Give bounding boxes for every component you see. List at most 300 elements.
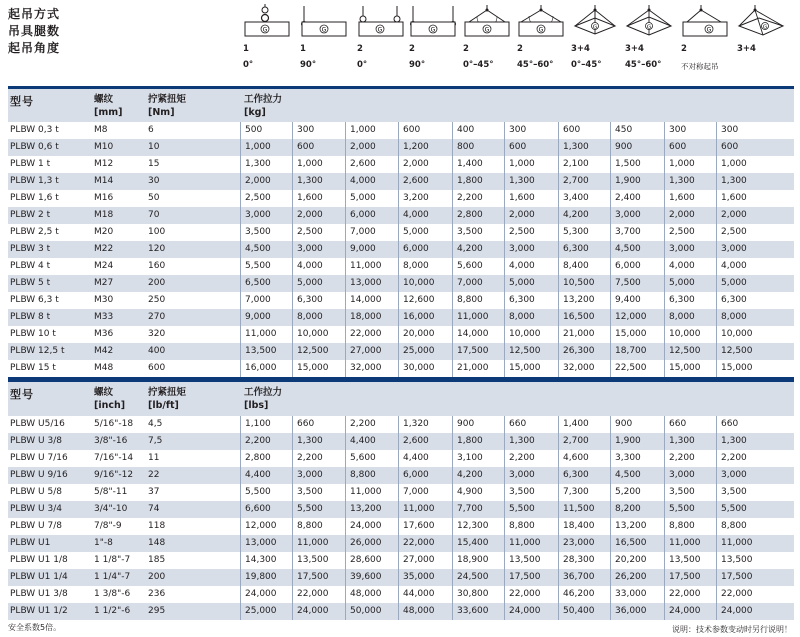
two-leg-angled-60-icon <box>517 4 569 44</box>
wll-cell: 44,000 <box>398 586 457 603</box>
wll-cell: 50,400 <box>558 603 615 620</box>
wll-cell: 2,700 <box>558 173 615 190</box>
wll-cell: 2,500 <box>664 224 721 241</box>
svg-text:G: G <box>706 26 712 34</box>
wll-cell: 13,200 <box>558 292 615 309</box>
torque-cell: 200 <box>148 278 166 288</box>
wll-cell: 12,500 <box>664 343 721 360</box>
wll-cell: 4,400 <box>240 467 297 484</box>
wll-cell: 1,800 <box>452 433 509 450</box>
wll-cell: 21,000 <box>558 326 615 343</box>
wll-cell: 1,300 <box>292 433 350 450</box>
wll-cell: 800 <box>452 139 509 156</box>
wll-cell: 7,000 <box>452 275 509 292</box>
wll-cell: 15,000 <box>716 360 795 377</box>
wll-cell: 6,000 <box>610 258 669 275</box>
thread-cell: 5/8"-11 <box>94 487 128 497</box>
wll-cell: 600 <box>292 139 350 156</box>
table-row <box>8 484 794 502</box>
wll-cell: 22,500 <box>610 360 669 377</box>
multi-leg-45-icon <box>571 4 623 44</box>
wll-cell: 8,000 <box>664 309 721 326</box>
metric-thread-title: 螺纹 <box>94 94 114 105</box>
model-cell: PLBW U5/16 <box>10 419 65 429</box>
wll-cell: 6,300 <box>558 241 615 258</box>
wll-cell: 10,500 <box>558 275 615 292</box>
wll-cell: 27,000 <box>398 552 457 569</box>
table-row <box>8 275 794 293</box>
svg-text:G: G <box>377 26 383 34</box>
thread-cell: 7/8"-9 <box>94 521 122 531</box>
model-cell: PLBW 15 t <box>10 363 56 373</box>
wll-cell: 13,200 <box>610 518 669 535</box>
two-leg-vertical-icon <box>357 4 409 44</box>
wll-cell: 7,500 <box>610 275 669 292</box>
wll-cell: 16,000 <box>398 309 457 326</box>
thread-cell: 1 1/8"-7 <box>94 555 131 565</box>
wll-cell: 2,200 <box>240 433 297 450</box>
wll-cell: 600 <box>716 139 795 156</box>
thread-cell: 7/16"-14 <box>94 453 134 463</box>
wll-cell: 12,000 <box>610 309 669 326</box>
wll-cell: 26,200 <box>610 569 669 586</box>
wll-cell: 8,800 <box>345 467 403 484</box>
wll-cell: 1,300 <box>504 173 563 190</box>
lifting-method-label: 起吊方式 <box>8 7 61 21</box>
wll-cell: 5,200 <box>610 484 669 501</box>
torque-cell: 15 <box>148 159 160 169</box>
wll-cell: 4,200 <box>452 467 509 484</box>
wll-cell: 11,000 <box>716 535 795 552</box>
wll-cell: 600 <box>398 122 457 139</box>
wll-cell: 17,500 <box>716 569 795 586</box>
torque-cell: 100 <box>148 227 166 237</box>
wll-cell: 4,000 <box>664 258 721 275</box>
lifting-header-labels <box>8 6 128 57</box>
table-row <box>8 535 794 553</box>
leg-count-label: 吊具腿数 <box>8 24 61 38</box>
mode-3-legs: 2 <box>357 44 363 54</box>
thread-cell: M33 <box>94 312 114 322</box>
wll-cell: 2,600 <box>398 173 457 190</box>
table-row <box>8 190 794 208</box>
table-row <box>8 241 794 259</box>
mode-2-angle: 90° <box>300 60 317 70</box>
wll-cell: 660 <box>504 416 563 433</box>
imperial-wll-header <box>244 386 282 412</box>
wll-cell: 6,300 <box>716 292 795 309</box>
wll-cell: 7,700 <box>452 501 509 518</box>
wll-cell: 21,000 <box>452 360 509 377</box>
asymmetric-multi-leg-icon <box>737 4 789 44</box>
two-leg-side-icon <box>409 4 461 44</box>
torque-cell: 600 <box>148 363 166 373</box>
table-row <box>8 173 794 191</box>
wll-cell: 4,500 <box>610 241 669 258</box>
wll-cell: 5,500 <box>504 501 563 518</box>
wll-cell: 18,700 <box>610 343 669 360</box>
wll-cell: 1,100 <box>240 416 297 433</box>
mode-5-legs: 2 <box>463 44 469 54</box>
wll-cell: 8,000 <box>504 309 563 326</box>
svg-text:G: G <box>538 26 544 34</box>
wll-cell: 2,200 <box>504 450 563 467</box>
torque-cell: 6 <box>148 125 154 135</box>
wll-cell: 11,000 <box>398 501 457 518</box>
torque-cell: 250 <box>148 295 166 305</box>
thread-cell: M10 <box>94 142 114 152</box>
wll-cell: 3,000 <box>292 467 350 484</box>
wll-cell: 19,800 <box>240 569 297 586</box>
wll-cell: 400 <box>452 122 509 139</box>
mode-9-legs: 2 <box>681 44 687 54</box>
metric-torque-title: 拧紧扭矩 <box>148 94 187 105</box>
torque-cell: 295 <box>148 606 166 616</box>
wll-cell: 36,000 <box>610 603 669 620</box>
imperial-thread-header <box>94 386 125 412</box>
torque-cell: 185 <box>148 555 166 565</box>
metric-model-header: 型号 <box>10 95 34 108</box>
metric-header <box>8 89 794 122</box>
model-cell: PLBW 1 t <box>10 159 51 169</box>
wll-cell: 2,600 <box>398 433 457 450</box>
imperial-wll-title: 工作拉力 <box>244 387 283 398</box>
mode-8-legs: 3+4 <box>625 44 644 54</box>
model-cell: PLBW 10 t <box>10 329 56 339</box>
wll-cell: 1,000 <box>504 156 563 173</box>
wll-cell: 1,000 <box>345 122 403 139</box>
wll-cell: 20,200 <box>610 552 669 569</box>
imperial-thread-title: 螺纹 <box>94 387 114 398</box>
wll-cell: 12,600 <box>398 292 457 309</box>
wll-cell: 3,500 <box>240 224 297 241</box>
wll-cell: 2,200 <box>452 190 509 207</box>
wll-cell: 48,000 <box>398 603 457 620</box>
torque-cell: 320 <box>148 329 166 339</box>
wll-cell: 24,000 <box>664 603 721 620</box>
torque-cell: 4,5 <box>148 419 163 429</box>
wll-cell: 18,400 <box>558 518 615 535</box>
wll-cell: 5,500 <box>664 501 721 518</box>
mode-5-angle: 0°–45° <box>463 60 494 70</box>
wll-cell: 1,000 <box>292 156 350 173</box>
wll-cell: 1,300 <box>664 173 721 190</box>
wll-cell: 25,000 <box>398 343 457 360</box>
thread-cell: 1"-8 <box>94 538 113 548</box>
wll-cell: 4,000 <box>345 173 403 190</box>
wll-cell: 3,000 <box>664 467 721 484</box>
torque-cell: 270 <box>148 312 166 322</box>
mode-7 <box>571 4 623 82</box>
wll-cell: 1,300 <box>504 433 563 450</box>
wll-cell: 1,300 <box>558 139 615 156</box>
metric-wll-title: 工作拉力 <box>244 94 283 105</box>
wll-cell: 660 <box>664 416 721 433</box>
table-row <box>8 467 794 485</box>
table-row <box>8 586 794 604</box>
wll-cell: 8,400 <box>558 258 615 275</box>
wll-cell: 4,400 <box>398 450 457 467</box>
thread-cell: 3/4"-10 <box>94 504 128 514</box>
wll-cell: 30,800 <box>452 586 509 603</box>
table-row <box>8 139 794 157</box>
model-cell: PLBW U1 <box>10 538 51 548</box>
wll-cell: 300 <box>504 122 563 139</box>
wll-cell: 6,300 <box>504 292 563 309</box>
model-cell: PLBW 1,3 t <box>10 176 59 186</box>
mode-3-angle: 0° <box>357 60 368 70</box>
wll-cell: 39,600 <box>345 569 403 586</box>
table-row <box>8 552 794 570</box>
torque-cell: 30 <box>148 176 160 186</box>
mode-8 <box>625 4 677 82</box>
wll-cell: 13,500 <box>664 552 721 569</box>
wll-cell: 15,400 <box>452 535 509 552</box>
svg-text:G: G <box>484 26 490 34</box>
wll-cell: 3,200 <box>398 190 457 207</box>
table-row <box>8 343 794 361</box>
wll-cell: 25,000 <box>240 603 297 620</box>
torque-cell: 22 <box>148 470 160 480</box>
model-cell: PLBW U 7/8 <box>10 521 62 531</box>
model-cell: PLBW 0,3 t <box>10 125 59 135</box>
wll-cell: 11,000 <box>240 326 297 343</box>
torque-cell: 11 <box>148 453 160 463</box>
wll-cell: 2,000 <box>240 173 297 190</box>
svg-text:G: G <box>762 24 768 31</box>
multi-leg-60-icon <box>625 4 677 44</box>
thread-cell: M18 <box>94 210 114 220</box>
wll-cell: 30,000 <box>398 360 457 377</box>
wll-cell: 3,000 <box>504 241 563 258</box>
metric-thread-unit: [mm] <box>94 107 123 118</box>
wll-cell: 900 <box>610 139 669 156</box>
wll-cell: 2,100 <box>558 156 615 173</box>
wll-cell: 24,000 <box>240 586 297 603</box>
svg-text:G: G <box>321 26 327 34</box>
wll-cell: 8,800 <box>716 518 795 535</box>
wll-cell: 2,200 <box>716 450 795 467</box>
wll-cell: 1,900 <box>610 173 669 190</box>
wll-cell: 23,000 <box>558 535 615 552</box>
wll-cell: 2,000 <box>664 207 721 224</box>
wll-cell: 3,500 <box>292 484 350 501</box>
wll-cell: 15,000 <box>664 360 721 377</box>
wll-cell: 5,500 <box>716 501 795 518</box>
wll-cell: 16,500 <box>558 309 615 326</box>
wll-cell: 3,700 <box>610 224 669 241</box>
table-row <box>8 224 794 242</box>
asymmetric-lift-label: 不对称起吊 <box>681 62 719 71</box>
wll-cell: 8,000 <box>292 309 350 326</box>
wll-cell: 4,200 <box>452 241 509 258</box>
model-cell: PLBW 2,5 t <box>10 227 59 237</box>
wll-cell: 5,500 <box>240 484 297 501</box>
wll-cell: 9,000 <box>345 241 403 258</box>
model-cell: PLBW U1 1/4 <box>10 572 68 582</box>
wll-cell: 18,000 <box>345 309 403 326</box>
wll-cell: 32,000 <box>345 360 403 377</box>
wll-cell: 1,320 <box>398 416 457 433</box>
wll-cell: 13,500 <box>292 552 350 569</box>
asymmetric-two-leg-icon <box>681 4 733 44</box>
model-cell: PLBW U1 1/8 <box>10 555 68 565</box>
wll-cell: 3,300 <box>610 450 669 467</box>
mode-9 <box>681 4 733 82</box>
wll-cell: 12,500 <box>292 343 350 360</box>
wll-cell: 2,200 <box>664 450 721 467</box>
thread-cell: 1 3/8"-6 <box>94 589 131 599</box>
mode-2-legs: 1 <box>300 44 306 54</box>
wll-cell: 300 <box>716 122 795 139</box>
wll-cell: 3,000 <box>716 467 795 484</box>
model-cell: PLBW U 7/16 <box>10 453 68 463</box>
wll-cell: 16,000 <box>240 360 297 377</box>
mode-6-angle: 45°–60° <box>517 60 554 70</box>
wll-cell: 32,000 <box>558 360 615 377</box>
wll-cell: 660 <box>716 416 795 433</box>
table-row <box>8 518 794 536</box>
wll-cell: 1,300 <box>716 433 795 450</box>
wll-cell: 3,500 <box>716 484 795 501</box>
wll-cell: 2,200 <box>292 450 350 467</box>
wll-cell: 6,500 <box>240 275 297 292</box>
table-row <box>8 156 794 174</box>
wll-cell: 33,600 <box>452 603 509 620</box>
torque-cell: 74 <box>148 504 160 514</box>
wll-cell: 3,000 <box>292 241 350 258</box>
mode-7-angle: 0°–45° <box>571 60 602 70</box>
wll-cell: 17,600 <box>398 518 457 535</box>
two-leg-angled-45-icon <box>463 4 515 44</box>
metric-torque-unit: [Nm] <box>148 107 175 118</box>
wll-cell: 10,000 <box>292 326 350 343</box>
single-leg-side-icon <box>300 4 352 44</box>
torque-cell: 236 <box>148 589 166 599</box>
wll-cell: 500 <box>240 122 297 139</box>
wll-cell: 36,700 <box>558 569 615 586</box>
model-cell: PLBW 2 t <box>10 210 51 220</box>
wll-cell: 5,000 <box>716 275 795 292</box>
wll-cell: 12,500 <box>716 343 795 360</box>
wll-cell: 6,300 <box>664 292 721 309</box>
wll-cell: 17,500 <box>292 569 350 586</box>
wll-cell: 50,000 <box>345 603 403 620</box>
torque-cell: 50 <box>148 193 160 203</box>
torque-cell: 10 <box>148 142 160 152</box>
wll-cell: 10,000 <box>716 326 795 343</box>
mode-10 <box>737 4 789 82</box>
wll-cell: 2,500 <box>504 224 563 241</box>
mode-3 <box>357 4 409 82</box>
wll-cell: 3,000 <box>610 207 669 224</box>
thread-cell: M27 <box>94 278 114 288</box>
wll-cell: 3,000 <box>240 207 297 224</box>
wll-cell: 12,000 <box>240 518 297 535</box>
wll-cell: 9,000 <box>240 309 297 326</box>
wll-cell: 8,000 <box>716 309 795 326</box>
table-row <box>8 501 794 519</box>
wll-cell: 5,000 <box>292 275 350 292</box>
table-row <box>8 207 794 225</box>
wll-cell: 48,000 <box>345 586 403 603</box>
thread-cell: M8 <box>94 125 108 135</box>
wll-cell: 1,600 <box>716 190 795 207</box>
table-row <box>8 258 794 276</box>
wll-cell: 1,800 <box>452 173 509 190</box>
mode-2 <box>300 4 352 82</box>
mode-4 <box>409 4 461 82</box>
wll-cell: 24,500 <box>452 569 509 586</box>
wll-cell: 10,000 <box>398 275 457 292</box>
wll-cell: 2,200 <box>345 416 403 433</box>
torque-cell: 118 <box>148 521 166 531</box>
wll-cell: 8,800 <box>292 518 350 535</box>
wll-cell: 1,400 <box>452 156 509 173</box>
table-row <box>8 433 794 451</box>
thread-cell: 3/8"-16 <box>94 436 128 446</box>
wll-cell: 2,000 <box>292 207 350 224</box>
wll-cell: 3,100 <box>452 450 509 467</box>
wll-cell: 6,300 <box>558 467 615 484</box>
table-row <box>8 360 794 378</box>
svg-text:G: G <box>430 26 436 34</box>
wll-cell: 1,600 <box>504 190 563 207</box>
wll-cell: 24,000 <box>716 603 795 620</box>
wll-cell: 5,000 <box>504 275 563 292</box>
mode-1-legs: 1 <box>243 44 249 54</box>
wll-cell: 4,000 <box>398 207 457 224</box>
wll-cell: 17,500 <box>664 569 721 586</box>
thread-cell: M42 <box>94 346 114 356</box>
thread-cell: M24 <box>94 261 114 271</box>
wll-cell: 24,000 <box>345 518 403 535</box>
wll-cell: 4,000 <box>504 258 563 275</box>
wll-cell: 3,000 <box>716 241 795 258</box>
wll-cell: 11,500 <box>558 501 615 518</box>
model-cell: PLBW 5 t <box>10 278 51 288</box>
table-row <box>8 569 794 587</box>
torque-cell: 70 <box>148 210 160 220</box>
wll-cell: 900 <box>610 416 669 433</box>
wll-cell: 16,500 <box>610 535 669 552</box>
wll-cell: 5,000 <box>398 224 457 241</box>
wll-cell: 6,000 <box>398 467 457 484</box>
mode-5 <box>463 4 515 82</box>
table-row <box>8 309 794 327</box>
wll-cell: 3,500 <box>664 484 721 501</box>
wll-cell: 1,000 <box>664 156 721 173</box>
metric-torque-header <box>148 93 186 119</box>
wll-cell: 13,000 <box>240 535 297 552</box>
wll-cell: 22,000 <box>345 326 403 343</box>
table-row <box>8 326 794 344</box>
wll-cell: 22,000 <box>398 535 457 552</box>
wll-cell: 22,000 <box>716 586 795 603</box>
thread-cell: 5/16"-18 <box>94 419 134 429</box>
table-row <box>8 603 794 621</box>
wll-cell: 11,000 <box>452 309 509 326</box>
mode-6 <box>517 4 569 82</box>
wll-cell: 660 <box>292 416 350 433</box>
wll-cell: 9,400 <box>610 292 669 309</box>
wll-cell: 3,500 <box>504 484 563 501</box>
wll-cell: 12,300 <box>452 518 509 535</box>
wll-cell: 10,000 <box>504 326 563 343</box>
imperial-thread-unit: [inch] <box>94 400 126 411</box>
mode-4-legs: 2 <box>409 44 415 54</box>
wll-cell: 5,500 <box>292 501 350 518</box>
